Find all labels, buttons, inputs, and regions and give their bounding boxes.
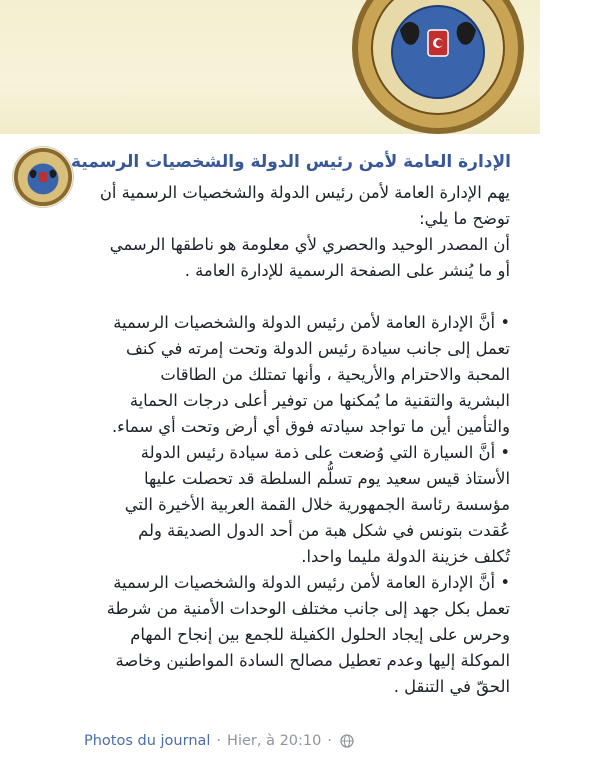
globe-icon[interactable]	[340, 734, 354, 748]
cover-photo[interactable]	[0, 0, 540, 134]
post-line: وحرس على إيجاد الحلول الكفيلة للجمع بين إنجاح المهام	[130, 625, 510, 644]
page-name-link[interactable]: الإدارة العامة لأمن رئيس الدولة والشخصيات الرسمية	[71, 152, 511, 172]
post-line: الحقّ في التنقل .	[393, 677, 510, 696]
post-line: • أنَّ الإدارة العامة لأمن رئيس الدولة والشخصيات الرسمية	[113, 313, 510, 332]
post-line: مؤسسة رئاسة الجمهورية خلال القمة العربية الأخيرة التي	[124, 495, 510, 514]
separator: ·	[216, 733, 222, 749]
post-line: أن المصدر الوحيد والحصري لأي معلومة هو ناطقها الرسمي	[109, 235, 510, 254]
post-line: الموكلة إليها وعدم تعطيل مصالح السادة المواطنين وخاصة	[115, 651, 510, 670]
paragraph-gap	[70, 284, 510, 310]
post-line: • أنَّ السيارة التي وُضعت على ذمة سيادة رئيس الدولة	[140, 443, 510, 462]
timestamp-link[interactable]: Hier, à 20:10	[227, 733, 322, 749]
separator: ·	[327, 733, 332, 749]
post-line: الأستاذ قيس سعيد يوم تسلُّم السلطة قد تحصلت عليها	[144, 469, 510, 488]
post-line: توضح ما يلي:	[419, 209, 510, 228]
post-line: المحبة والاحترام والأريحية ، وأنها تمتلك من الطاقات	[160, 365, 510, 384]
post-line: تعمل بكل جهد إلى جانب مختلف الوحدات الأمنية من شرطة	[106, 599, 510, 618]
cover-margin	[540, 0, 603, 134]
post-line: أو ما يُنشر على الصفحة الرسمية للإدارة العامة .	[184, 261, 510, 280]
emblem-seal-image	[350, 0, 526, 134]
post-text	[70, 180, 510, 700]
post-line: والتأمين أين ما تواجد سيادته فوق أي أرض وتحت أي سماء.	[111, 417, 510, 436]
post-line: عُقدت بتونس في شكل هبة من أحد الدول الصديقة ولم	[138, 521, 510, 540]
emblem-avatar-icon	[13, 147, 73, 207]
post-line: تُكلف خزينة الدولة مليما واحدا.	[301, 547, 510, 566]
album-link[interactable]: Photos du journal	[84, 733, 211, 749]
post-line: • أنَّ الإدارة العامة لأمن رئيس الدولة والشخصيات الرسمية	[113, 573, 510, 592]
post-footer	[84, 733, 354, 749]
post-line: تعمل إلى جانب سيادة رئيس الدولة وتحت إمرته في كنف	[125, 339, 510, 358]
post-line: يهم الإدارة العامة لأمن رئيس الدولة والشخصيات الرسمية أن	[99, 183, 510, 202]
post-line: البشرية والتقنية ما يُمكنها من توفير أعلى درجات الحماية	[129, 391, 510, 410]
page-avatar[interactable]	[12, 146, 74, 208]
